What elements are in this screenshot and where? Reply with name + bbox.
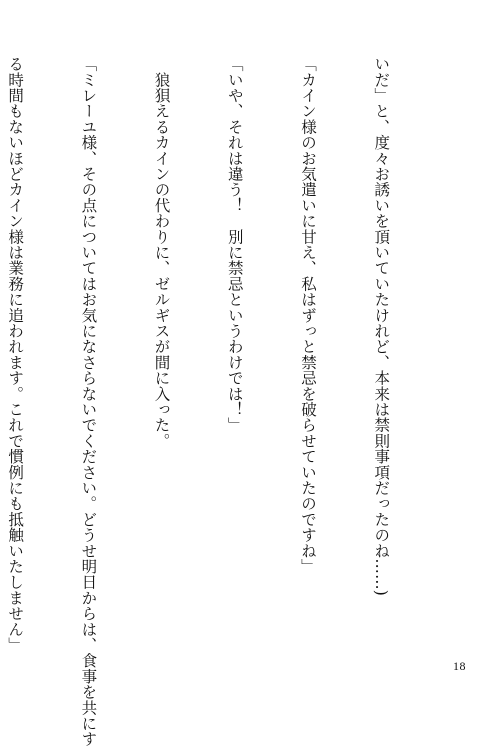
text-line: 「カイン様のお気遣いに甘え、私はずっと禁忌を破らせていたのですね」 [298, 56, 317, 575]
text-line: 「ミレーユ様、その点についてはお気になさらないでください。どうせ明日からは、食事を共にす [79, 56, 98, 747]
text-line: る時間もないほどカイン様は業務に追われます。これで慣例にも抵触いたしません」 [6, 56, 25, 653]
text-line: 「いや、それは違う！ 別に禁忌というわけでは！」 [225, 56, 244, 433]
text-line: いだ」と、度々お誘いを頂いていたけれど、本来は禁則事項だったのね……) [372, 56, 391, 597]
page-number: 18 [453, 659, 466, 673]
vertical-text-body [0, 56, 442, 747]
text-line: 狼狽えるカインの代わりに、ゼルギスが間に入った。 [152, 56, 171, 449]
